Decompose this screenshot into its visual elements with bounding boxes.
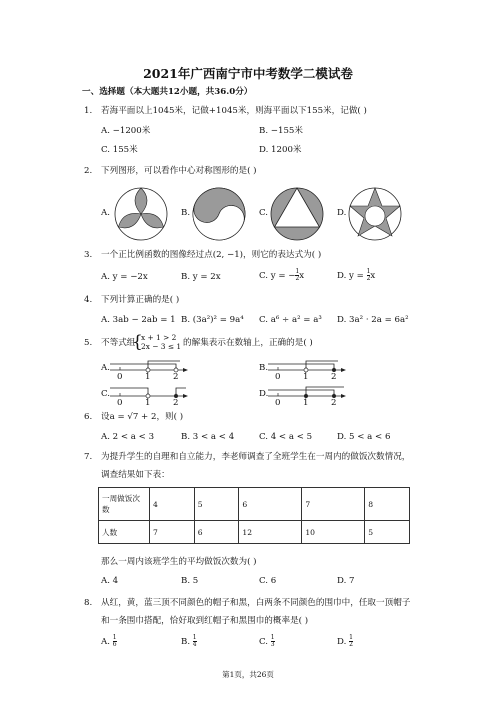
q7-option-d: D. 7 bbox=[337, 576, 355, 586]
tick-label: 1 bbox=[145, 372, 151, 382]
q4-number: 4. bbox=[84, 295, 93, 305]
tick-label: 2 bbox=[173, 372, 179, 382]
swirl-figure bbox=[191, 186, 247, 242]
q2-stem: 下列图形，可以看作中心对称图形的是( ) bbox=[101, 166, 257, 176]
cooking-frequency-table bbox=[98, 487, 410, 544]
q7-number: 7. bbox=[84, 452, 93, 462]
tick-label: 1 bbox=[303, 372, 309, 382]
q3-option-b: B. y = 2x bbox=[181, 272, 221, 282]
q5-option-d: D. bbox=[259, 389, 269, 399]
tick-label: 2 bbox=[173, 398, 179, 408]
table-cell: 5 bbox=[194, 488, 239, 521]
star-in-circle-figure bbox=[347, 186, 403, 242]
q5-option-a: A. bbox=[101, 363, 110, 373]
q4-option-a: A. 3ab − 2ab = 1 bbox=[101, 315, 176, 325]
table-row bbox=[99, 488, 410, 521]
page-footer: 第1页，共26页 bbox=[222, 670, 274, 679]
q4-stem: 下列计算正确的是( ) bbox=[101, 295, 180, 305]
q6-option-c: C. 4 < a < 5 bbox=[259, 432, 313, 442]
q6-option-b: B. 3 < a < 4 bbox=[181, 432, 235, 442]
q3-stem: 一个正比例函数的图像经过点(2, −1)，则它的表达式为( ) bbox=[101, 250, 322, 260]
q8-option-c: C. $\frac{1}{3}$ bbox=[259, 634, 275, 648]
table-cell: 8 bbox=[365, 488, 410, 521]
q6-number: 6. bbox=[84, 412, 93, 422]
q1-option-c: C. 155米 bbox=[101, 145, 138, 155]
q5-stem-post: 的解集表示在数轴上，正确的是( ) bbox=[183, 338, 313, 348]
tick-label: 0 bbox=[275, 372, 281, 382]
q2-number: 2. bbox=[84, 166, 93, 176]
three-petal-figure bbox=[113, 186, 169, 242]
q1-option-d: D. 1200米 bbox=[259, 145, 302, 155]
tick-label: 0 bbox=[275, 398, 281, 408]
q6-option-a: A. 2 < a < 3 bbox=[101, 432, 155, 442]
tick-label: 1 bbox=[145, 398, 151, 408]
q8-option-a: A. $\frac{1}{6}$ bbox=[101, 634, 117, 648]
table-cell: 6 bbox=[239, 488, 302, 521]
table-cell: 6 bbox=[194, 521, 239, 544]
exam-title: 2021年广西南宁市中考数学二模试卷 bbox=[143, 66, 353, 81]
q8-stem-line2: 和一条围巾搭配，恰好取到红帽子和黑围巾的概率是( ) bbox=[101, 616, 309, 626]
tick-label: 1 bbox=[303, 398, 309, 408]
q7-stem-line2: 调查结果如下表： bbox=[101, 470, 170, 480]
table-cell: 5 bbox=[365, 521, 410, 544]
q2-option-b: B. bbox=[181, 208, 191, 218]
q7-option-a: A. 4 bbox=[101, 576, 119, 586]
tick-label: 2 bbox=[331, 372, 337, 382]
q6-stem: 设a = √7 + 2，则( ) bbox=[101, 412, 184, 422]
q1-number: 1. bbox=[84, 106, 93, 116]
q3-option-d: D. y = $\frac{1}{2}$ x bbox=[337, 268, 376, 282]
q8-option-d: D. $\frac{1}{2}$ bbox=[337, 634, 353, 648]
tick-label: 0 bbox=[117, 372, 123, 382]
q2-option-a: A. bbox=[101, 208, 110, 218]
q1-stem: 若海平面以上1045米，记做+1045米，则海平面以下155米，记做( ) bbox=[101, 106, 367, 116]
q2-option-d: D. bbox=[337, 208, 347, 218]
q4-option-c: C. a⁶ ÷ a² = a³ bbox=[259, 315, 322, 325]
q3-option-a: A. y = −2x bbox=[101, 272, 148, 282]
q7-stem-line1: 为提升学生的自理和自立能力，李老师调查了全班学生在一周内的做饭次数情况， bbox=[101, 452, 411, 462]
q1-option-a: A. −1200米 bbox=[101, 126, 151, 136]
q7-stem-line3: 那么一周内该班学生的平均做饭次数为( ) bbox=[101, 557, 257, 567]
table-cell: 10 bbox=[302, 521, 365, 544]
q1-option-b: B. −155米 bbox=[259, 126, 303, 136]
q7-option-b: B. 5 bbox=[181, 576, 199, 586]
table-cell: 7 bbox=[302, 488, 365, 521]
q3-option-c: C. y = − $\frac{1}{2}$ x bbox=[259, 268, 305, 282]
q8-option-b: B. $\frac{1}{4}$ bbox=[181, 634, 197, 648]
q5-stem-pre: 不等式组 bbox=[101, 338, 136, 348]
table-header-cell: 人数 bbox=[99, 521, 150, 544]
table-row bbox=[99, 521, 410, 544]
table-cell: 7 bbox=[150, 521, 195, 544]
q5-option-c: C. bbox=[101, 389, 111, 399]
q5-system: { x + 1 > 2 2x − 3 ≤ 1 bbox=[132, 332, 182, 352]
table-cell: 4 bbox=[150, 488, 195, 521]
q2-option-c: C. bbox=[259, 208, 269, 218]
q5-option-b: B. bbox=[259, 363, 269, 373]
q5-number: 5. bbox=[84, 338, 93, 348]
q4-option-d: D. 3a² · 2a = 6a² bbox=[337, 315, 409, 325]
section-heading: 一、选择题（本大题共12小题，共36.0分） bbox=[82, 87, 253, 97]
q8-stem-line1: 从红，黄，蓝三顶不同颜色的帽子和黑，白两条不同颜色的围巾中，任取一顶帽子 bbox=[101, 598, 411, 608]
table-header-cell: 一周做饭次数 bbox=[99, 488, 150, 521]
q4-option-b: B. (3a²)² = 9a⁴ bbox=[181, 315, 244, 325]
triangle-in-circle-figure bbox=[269, 186, 325, 242]
q3-number: 3. bbox=[84, 250, 93, 260]
q6-option-d: D. 5 < a < 6 bbox=[337, 432, 391, 442]
q8-number: 8. bbox=[84, 598, 93, 608]
tick-label: 2 bbox=[331, 398, 337, 408]
q7-option-c: C. 6 bbox=[259, 576, 277, 586]
table-cell: 12 bbox=[239, 521, 302, 544]
tick-label: 0 bbox=[117, 398, 123, 408]
